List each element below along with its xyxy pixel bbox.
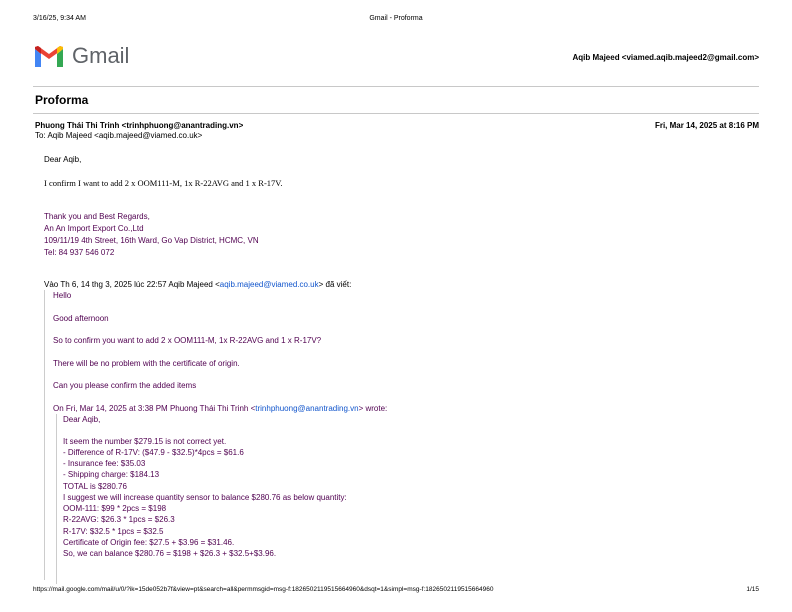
nested-quote-line: R-22AVG: $26.3 * 1pcs = $26.3: [63, 515, 175, 524]
quote-bar: [44, 290, 45, 580]
message-confirm: I confirm I want to add 2 x OOM111-M, 1x R-22AVG and 1 x R-17V.: [44, 178, 283, 188]
quote-line: Can you please confirm the added items: [53, 381, 197, 390]
print-page-title: Gmail - Proforma: [369, 15, 423, 22]
nested-quote-line: OOM-111: $99 * 2pcs = $198: [63, 504, 167, 513]
message-date: Fri, Mar 14, 2025 at 8:16 PM: [654, 121, 759, 130]
quote-intro: Vào Th 6, 14 thg 3, 2025 lúc 22:57 Aqib Majeed <aqib.majeed@viamed.co.uk> đã viết:: [44, 280, 352, 289]
signature-line: 109/11/19 4th Street, 16th Ward, Go Vap District, HCMC, VN: [44, 236, 259, 245]
nested-quote-line: Certificate of Origin fee: $27.5 + $3.96 = $31.46.: [63, 538, 235, 547]
nested-quote-line: TOTAL is $280.76: [63, 482, 127, 491]
subject-divider: [33, 113, 759, 114]
header-divider: [33, 86, 759, 87]
nested-quote-line: I suggest we will increase quantity sensor to balance $280.76 as below quantity:: [63, 493, 347, 502]
nested-quote-line: - Difference of R-17V: ($47.9 - $32.5)*4pcs = $61.6: [63, 448, 244, 457]
nested-quote-bar: [56, 414, 57, 584]
signature-line: Tel: 84 937 546 072: [44, 248, 115, 257]
account-email: Aqib Majeed <viamed.aqib.majeed2@gmail.com>: [572, 53, 759, 62]
nested-quote-line: R-17V: $32.5 * 1pcs = $32.5: [63, 527, 164, 536]
gmail-wordmark: Gmail: [72, 43, 130, 68]
signature-line: Thank you and Best Regards,: [44, 212, 150, 221]
nested-quote-line: It seem the number $279.15 is not correct yet.: [63, 437, 227, 446]
message-recipient: To: Aqib Majeed <aqib.majeed@viamed.co.uk>: [35, 131, 203, 140]
quote-intro-nested-email-link[interactable]: trinhphuong@anantrading.vn: [255, 404, 359, 413]
print-footer-url: https://mail.google.com/mail/u/0/?ik=15de052b7f&view=pt&search=all&permmsgid=msg-f:1826502119515664960&dsqt=1&simpl=msg-f:1826502119515664960: [33, 586, 494, 593]
nested-quote-line: - Insurance fee: $35.03: [63, 459, 146, 468]
print-datetime: 3/16/25, 9:34 AM: [33, 15, 86, 22]
print-page-number: 1/15: [746, 586, 759, 593]
quote-intro-email-link[interactable]: aqib.majeed@viamed.co.uk: [219, 280, 319, 289]
gmail-logo-icon: [33, 45, 65, 69]
signature-line: An An Import Export Co.,Ltd: [44, 224, 144, 233]
message-sender: Phuong Thái Thi Trinh <trinhphuong@anantrading.vn>: [35, 121, 244, 130]
quote-line: There will be no problem with the certificate of origin.: [53, 359, 240, 368]
nested-quote-line: So, we can balance $280.76 = $198 + $26.3 + $32.5+$3.96.: [63, 549, 277, 558]
nested-quote-line: Dear Aqib,: [63, 415, 101, 424]
message-greeting: Dear Aqib,: [44, 155, 82, 164]
quote-line: Hello: [53, 291, 72, 300]
nested-quote-line: - Shipping charge: $184.13: [63, 470, 160, 479]
quote-intro-nested: On Fri, Mar 14, 2025 at 3:38 PM Phuong Thái Thi Trinh <trinhphuong@anantrading.vn> wrote:: [53, 404, 388, 413]
quote-line: So to confirm you want to add 2 x OOM111-M, 1x R-22AVG and 1 x R-17V?: [53, 336, 322, 345]
quote-line: Good afternoon: [53, 314, 109, 323]
thread-subject: Proforma: [35, 93, 89, 107]
